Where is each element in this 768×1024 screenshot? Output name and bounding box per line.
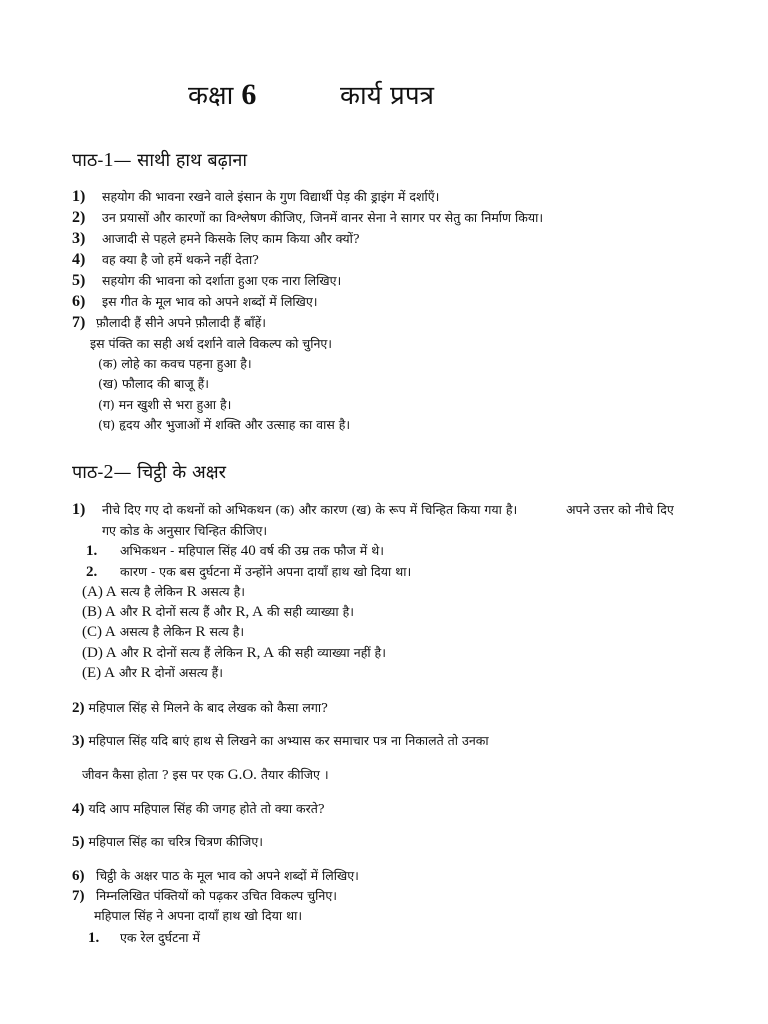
code-label: (B) A <box>82 604 116 620</box>
question-number: 6) <box>72 293 86 310</box>
code-text: और <box>118 665 137 680</box>
lesson-1-question-5 <box>72 271 341 291</box>
statement-text: कारण - एक बस दुर्घटना में उन्होंने अपना दायाँ हाथ खो दिया था। <box>120 564 412 579</box>
code-tail: दोनों असत्य हैं। <box>154 665 224 680</box>
lesson-1-q7-option-ka: (क) लोहे का कवच पहना हुआ है। <box>98 356 252 371</box>
code-option-a <box>82 582 245 602</box>
question-text: नीचे दिए गए दो कथनों को अभिकथन (क) और कारण (ख) के रूप में चिन्हित किया गया है। <box>102 502 518 517</box>
code-option-e <box>82 663 223 683</box>
question-number: 5) <box>72 272 86 289</box>
code-r: R <box>142 645 153 661</box>
question-number: 1) <box>72 188 86 205</box>
lesson-1-question-2 <box>72 208 543 228</box>
question-text: महिपाल सिंह यदि बाएं हाथ से लिखने का अभ्यास कर समाचार पत्र ना निकालते तो उनका <box>88 733 489 748</box>
lesson-1-question-7 <box>72 313 266 333</box>
lesson-2-question-2 <box>72 698 328 718</box>
code-text: सत्य है लेकिन <box>120 584 183 599</box>
question-text: महिपाल सिंह का चरित्र चित्रण कीजिए। <box>88 834 263 849</box>
code-tail: असत्य है। <box>200 584 245 599</box>
question-text: सहयोग की भावना को दर्शाता हुआ एक नारा लिखिए। <box>102 273 342 288</box>
code-option-b <box>82 602 354 622</box>
lesson-2-question-4 <box>72 799 325 819</box>
code-mid: दोनों सत्य हैं लेकिन <box>156 645 243 660</box>
question-number: 4) <box>72 251 86 268</box>
code-label: (E) A <box>82 665 115 681</box>
code-r: R <box>141 604 152 620</box>
statement-assertion <box>86 541 384 561</box>
question-number: 4) <box>72 801 85 817</box>
code-text: और <box>119 604 138 619</box>
lesson-1-q7-instruction: इस पंक्ति का सही अर्थ दर्शाने वाले विकल्प को चुनिए। <box>90 336 333 351</box>
question-text: आजादी से पहले हमने किसके लिए काम किया और क्यों? <box>102 231 360 246</box>
question-text: यदि आप महिपाल सिंह की जगह होते तो क्या करते? <box>88 801 325 816</box>
question-text: निम्नलिखित पंक्तियों को पढ़कर उचित विकल्प चुनिए। <box>96 888 337 903</box>
lesson-1-prefix: पाठ- <box>72 150 104 171</box>
lesson-1-q7-option-ga: (ग) मन खुशी से भरा हुआ है। <box>98 397 232 412</box>
lesson-2-question-7-line: महिपाल सिंह ने अपना दायाँ हाथ खो दिया था। <box>94 908 303 923</box>
lesson-1-question-6 <box>72 292 318 312</box>
page-title <box>0 76 768 112</box>
code-option-d <box>82 643 386 663</box>
lesson-1-heading <box>72 148 247 172</box>
statement-text-tail: वर्ष की उम्र तक फौज में थे। <box>259 543 384 558</box>
question-number: 1) <box>72 501 86 518</box>
lesson-2-question-1-line-2: गए कोड के अनुसार चिन्हित कीजिए। <box>102 523 268 538</box>
code-ra: R, A <box>246 645 275 661</box>
question-text: इस गीत के मूल भाव को अपने शब्दों में लिखिए। <box>102 294 318 309</box>
code-r: R <box>195 624 206 640</box>
question-text: महिपाल सिंह से मिलने के बाद लेखक को कैसा लगा? <box>88 700 328 715</box>
lesson-1-question-1 <box>72 187 439 207</box>
question-number: 5) <box>72 834 85 850</box>
code-tail: की सही व्याख्या नहीं है। <box>278 645 386 660</box>
question-text: सहयोग की भावना रखने वाले इंसान के गुण विद्यार्थी पेड़ की ड्राइंग में दर्शाएँ। <box>102 189 440 204</box>
code-label: (D) A <box>82 645 117 661</box>
lesson-2-question-6 <box>72 866 359 886</box>
question-number: 3) <box>72 733 85 749</box>
code-mid: दोनों सत्य हैं और <box>155 604 232 619</box>
code-text: असत्य है लेकिन <box>119 624 192 639</box>
lesson-2-title: — चिट्ठी के अक्षर <box>113 462 227 483</box>
lesson-2-question-5 <box>72 832 263 852</box>
lesson-2-question-3 <box>72 731 489 751</box>
question-text: वह क्या है जो हमें थकने नहीं देता? <box>102 252 259 267</box>
option-text: एक रेल दुर्घटना में <box>120 930 200 945</box>
lesson-1-question-3 <box>72 229 360 249</box>
lesson-2-heading <box>72 460 226 484</box>
lesson-1-number: 1 <box>103 149 114 171</box>
code-label: (A) A <box>82 584 117 600</box>
statement-age: 40 <box>240 543 256 559</box>
class-label <box>188 76 256 112</box>
statement-number: 1. <box>86 543 98 559</box>
code-label: (C) A <box>82 624 116 640</box>
question-text: फ़ौलादी हैं सीने अपने फ़ौलादी हैं बाँहें। <box>96 315 267 330</box>
statement-reason <box>86 562 411 582</box>
question-number: 2) <box>72 700 85 716</box>
statement-text: अभिकथन - महिपाल सिंह <box>120 543 237 558</box>
code-text: और <box>120 645 139 660</box>
lesson-2-question-7-option-1 <box>88 928 200 948</box>
lesson-1-q7-option-gha: (घ) हृदय और भुजाओं में शक्ति और उत्साह का वास है। <box>98 417 351 432</box>
class-label-text: कक्षा <box>188 81 234 111</box>
question-text-tail: तैयार कीजिए । <box>260 767 329 782</box>
question-text: जीवन कैसा होता ? इस पर एक <box>82 767 224 782</box>
lesson-2-question-1 <box>72 500 517 520</box>
lesson-2-question-3-continued <box>82 765 329 785</box>
question-number: 3) <box>72 230 86 247</box>
lesson-2-number: 2 <box>103 461 114 483</box>
code-r: R <box>140 665 151 681</box>
code-r: R <box>186 584 197 600</box>
lesson-2-question-7 <box>72 886 337 906</box>
lesson-2-question-1-tail: अपने उत्तर को नीचे दिए <box>566 502 674 517</box>
question-text: उन प्रयासों और कारणों का विश्लेषण कीजिए, जिनमें वानर सेना ने सागर पर सेतु का निर्माण किया। <box>102 210 544 225</box>
code-tail: की सही व्याख्या है। <box>266 604 354 619</box>
graphic-organizer-abbr: G.O. <box>227 767 257 783</box>
question-number: 6) <box>72 868 85 884</box>
lesson-1-q7-option-kha: (ख) फौलाद की बाजू हैं। <box>98 376 209 391</box>
code-ra: R, A <box>235 604 263 620</box>
lesson-1-question-4 <box>72 250 259 270</box>
question-number: 7) <box>72 888 85 904</box>
option-number: 1. <box>88 930 100 946</box>
lesson-1-title: — साथी हाथ बढ़ाना <box>113 150 248 171</box>
code-tail: सत्य है। <box>209 624 245 639</box>
statement-number: 2. <box>86 564 98 580</box>
class-number: 6 <box>241 78 257 111</box>
code-option-c <box>82 622 244 642</box>
question-number: 2) <box>72 209 86 226</box>
question-number: 7) <box>72 314 86 331</box>
question-text: चिट्ठी के अक्षर पाठ के मूल भाव को अपने शब्दों में लिखिए। <box>96 868 359 883</box>
lesson-2-prefix: पाठ- <box>72 462 104 483</box>
worksheet-label: कार्य प्रपत्र <box>340 81 434 111</box>
